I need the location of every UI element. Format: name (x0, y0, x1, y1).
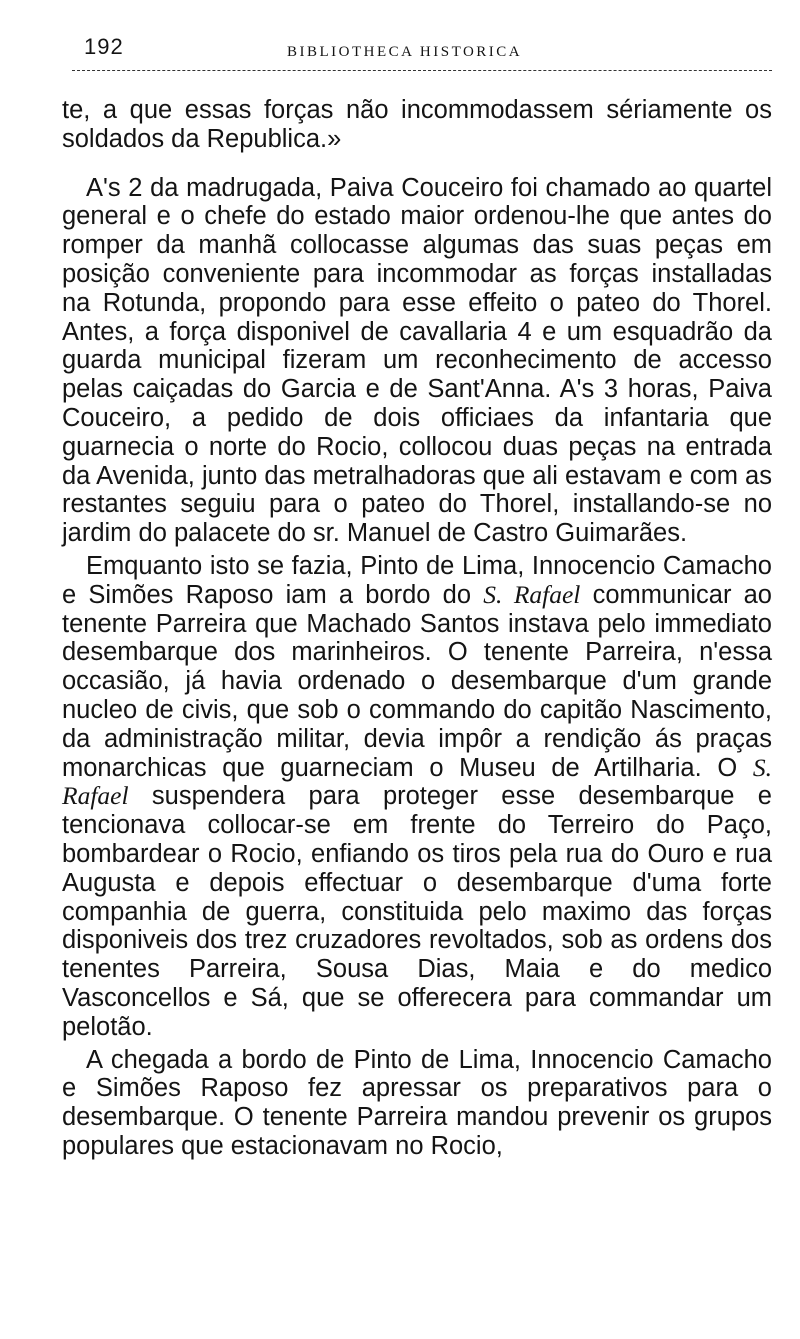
paragraph-text-segment: Emquanto isto se fazia, Pinto de Lima, Innocencio Camacho e Simões Raposo iam a bordo do (62, 551, 772, 609)
paragraph-text-segment: communicar ao tenente Parreira que Machado Santos instava pelo immediato desembarque dos marinheiros. O tenente Parreira, n'essa occasião, já havia ordenado o desembarque d'um grande nucleo de civis, que sob o commando do capitão Nascimento, da administração militar, devia impôr a rendição ás praças monarchicas que guarneciam o Museu de Artilharia. O (62, 580, 772, 782)
running-title: BIBLIOTHECA HISTORICA (287, 44, 523, 60)
paragraph-text-segment: suspendera para proteger esse desembarque e tencionava collocar-se em frente do Terreiro do Paço, bombardear o Rocio, enfiando os tiros pela rua do Ouro e rua Augusta e depois effectuar o desembarque d'uma forte companhia de guerra, constituida pelo maximo das forças disponiveis dos trez cruzadores revoltados, sob as ordens dos tenentes Parreira, Sousa Dias, Maia e do medico Vasconcellos e Sá, que se offerecera para commandar um pelotão. (62, 782, 772, 1041)
paragraph-emquanto (62, 552, 772, 1042)
page-number: 192 (84, 34, 124, 59)
ship-name: S. Rafael (62, 752, 772, 811)
page-header (72, 28, 772, 72)
paragraph-continuation: te, a que essas forças não incommodassem sériamente os soldados da Republica.» (62, 96, 772, 153)
ship-name: S. Rafael (483, 579, 581, 609)
body-text (62, 96, 772, 1161)
header-rule (72, 70, 772, 71)
paragraph-madrugada: A's 2 da madrugada, Paiva Couceiro foi chamado ao quartel general e o chefe do estado maior ordenou-lhe que antes do romper da manhã collocasse algumas das suas peças em posição conveniente para incommodar as forças installadas na Rotunda, propondo para esse effeito o pateo do Thorel. Antes, a força disponivel de cavallaria 4 e um esquadrão da guarda municipal fizeram um reconhecimento de accesso pelas caiçadas do Garcia e de Sant'Anna. A's 3 horas, Paiva Couceiro, a pedido de dois officiaes da infantaria que guarnecia o norte do Rocio, collocou duas peças na entrada da Avenida, junto das metralhadoras que ali estavam e com as restantes seguiu para o pateo do Thorel, installando-se no jardim do palacete do sr. Manuel de Castro Guimarães. (62, 173, 772, 548)
paragraph-chegada: A chegada a bordo de Pinto de Lima, Innocencio Camacho e Simões Raposo fez apressar os preparativos para o desembarque. O tenente Parreira mandou prevenir os grupos populares que estacionavam no Rocio, (62, 1045, 772, 1160)
